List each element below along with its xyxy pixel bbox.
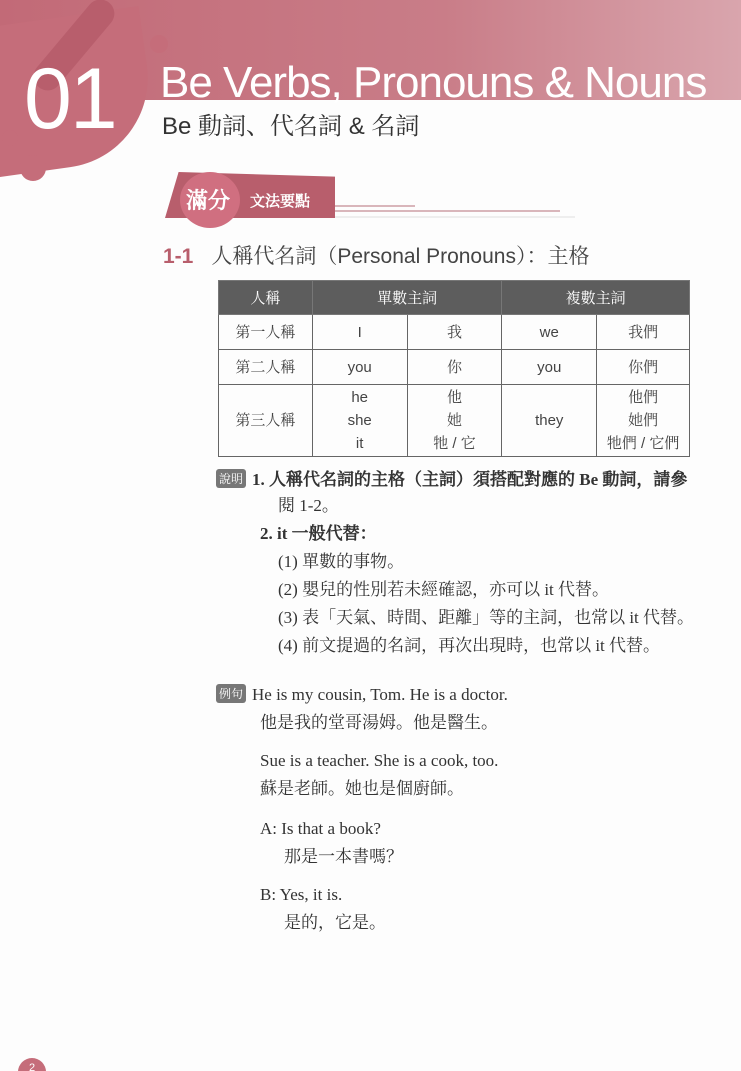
example-line: A: Is that a book? — [260, 819, 381, 838]
section-title: 人稱代名詞（Personal Pronouns）：主格 — [211, 245, 590, 268]
cell: 第二人稱 — [219, 350, 313, 385]
section-heading — [163, 240, 589, 270]
table-row — [219, 350, 690, 385]
page-number: 2 — [18, 1058, 46, 1071]
explanation — [216, 467, 694, 659]
header-plural: 複數主詞 — [502, 281, 690, 315]
decorative-dot — [2, 130, 18, 146]
header-singular: 單數主詞 — [312, 281, 502, 315]
tag-big: 滿分 — [186, 189, 231, 214]
example-line: B: Yes, it is. — [260, 885, 343, 904]
example-label: 例句 — [216, 684, 246, 703]
cell: 第一人稱 — [219, 315, 313, 350]
table-row — [219, 315, 690, 350]
decorative-dot — [20, 155, 46, 181]
divider — [335, 205, 415, 207]
explain-line: 1. 人稱代名詞的主格（主詞）須搭配對應的 Be 動詞，請參 — [252, 470, 688, 489]
example-line: He is my cousin, Tom. He is a doctor. — [252, 685, 508, 704]
cell: you — [312, 350, 407, 385]
pronoun-table — [218, 280, 690, 457]
explain-label: 說明 — [216, 469, 246, 488]
explain-line: 2. it 一般代替： — [260, 524, 377, 543]
cell: we — [502, 315, 597, 350]
example-line: Sue is a teacher. She is a cook, too. — [260, 751, 499, 770]
cell: 他們 她們 牠們 / 它們 — [597, 385, 690, 457]
explain-line: (1) 單數的事物。 — [278, 552, 405, 571]
chapter-number: 01 — [24, 51, 116, 147]
chapter-title: Be Verbs, Pronouns & Nouns — [160, 58, 707, 107]
example-line: 是的，它是。 — [284, 913, 386, 932]
table-row — [219, 385, 690, 457]
section-number: 1-1 — [163, 245, 194, 268]
cell: 我們 — [597, 315, 690, 350]
example-line: 蘇是老師。她也是個廚師。 — [260, 779, 464, 798]
cell: 你們 — [597, 350, 690, 385]
divider — [335, 216, 575, 218]
divider — [335, 210, 560, 212]
cell: I — [312, 315, 407, 350]
cell: 我 — [407, 315, 502, 350]
explain-line: (2) 嬰兒的性別若未經確認，亦可以 it 代替。 — [278, 580, 610, 599]
cell: 第三人稱 — [219, 385, 313, 457]
cell: you — [502, 350, 597, 385]
header-person: 人稱 — [219, 281, 313, 315]
explain-line: (3) 表「天氣、時間、距離」等的主詞，也常以 it 代替。 — [278, 608, 695, 627]
decorative-dot — [150, 35, 168, 53]
cell: they — [502, 385, 597, 457]
chapter-subtitle: Be 動詞、代名詞 & 名詞 — [162, 113, 420, 140]
examples — [216, 682, 508, 936]
tag-small: 文法要點 — [250, 192, 311, 210]
explain-line: 閱 1-2。 — [278, 496, 339, 515]
cell: 你 — [407, 350, 502, 385]
explain-line: (4) 前文提過的名詞，再次出現時，也常以 it 代替。 — [278, 636, 661, 655]
example-line: 他是我的堂哥湯姆。他是醫生。 — [260, 713, 498, 732]
cell: he she it — [312, 385, 407, 457]
cell: 他 她 牠 / 它 — [407, 385, 502, 457]
example-line: 那是一本書嗎？ — [284, 847, 403, 866]
